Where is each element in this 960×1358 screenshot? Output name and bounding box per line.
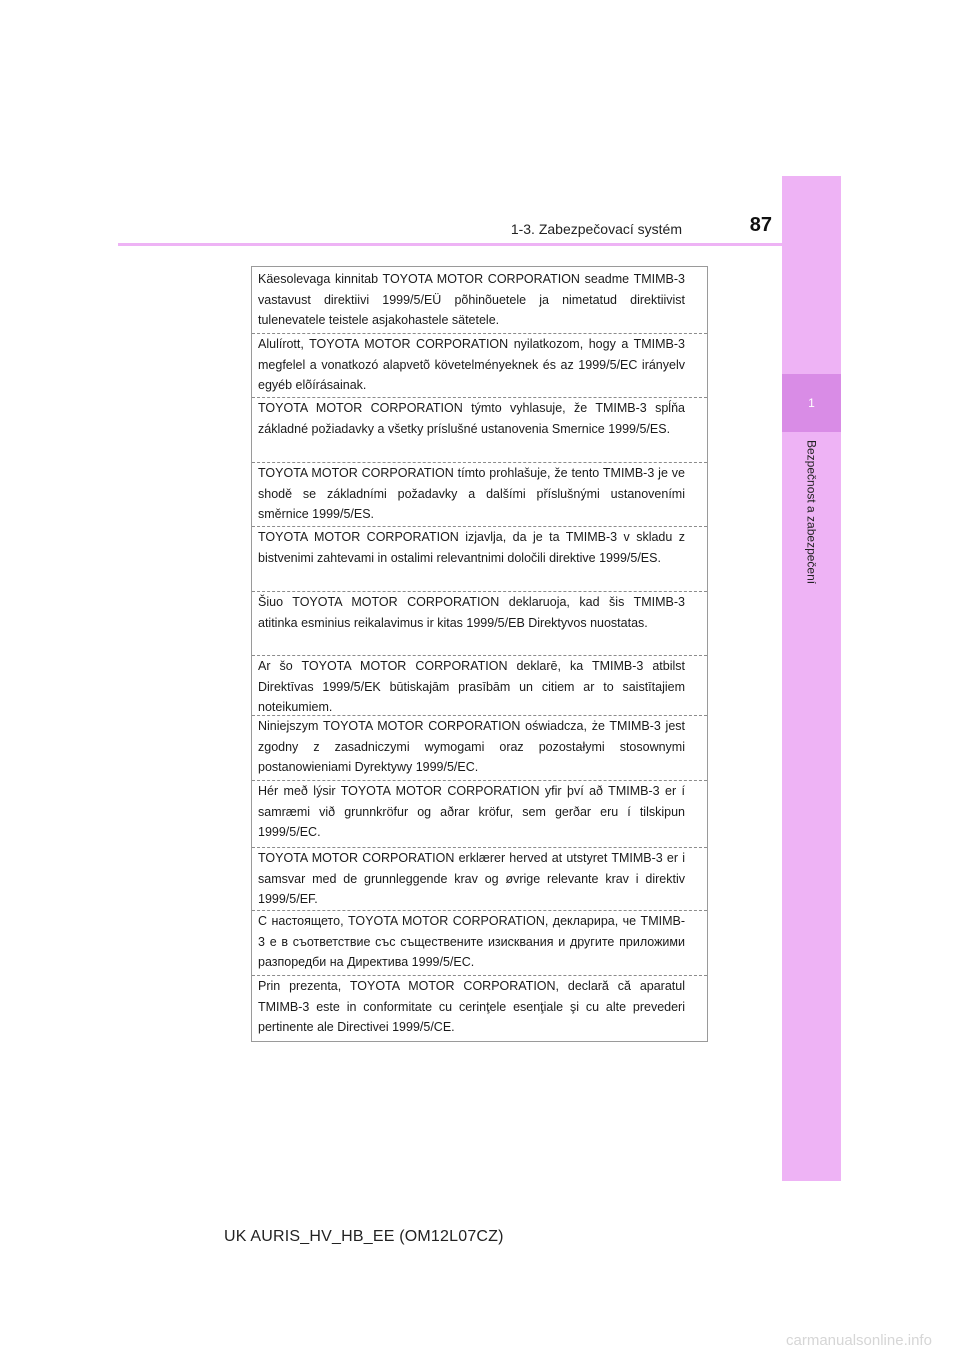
declaration-slovak: TOYOTA MOTOR CORPORATION týmto vyhlasuje, že TMIMB-3 spĺňa základné požiadavky a všetky príslušné ustanovenia Smernice 1999/5/ES. <box>258 401 685 436</box>
declaration-hungarian: Alulírott, TOYOTA MOTOR CORPORATION nyilatkozom, hogy a TMIMB-3 megfelel a vonatkozó alapvetõ követelményeknek és az 1999/5/EC irányelv egyéb elõírásainak. <box>258 337 685 392</box>
chapter-title-tab <box>782 440 841 640</box>
declarations-box <box>251 266 708 1042</box>
page-number: 87 <box>749 214 772 236</box>
declaration-icelandic: Hér með lýsir TOYOTA MOTOR CORPORATION yfir því að TMIMB-3 er í samræmi við grunnkröfur og aðrar kröfur, sem gerðar eru í tilskipun 1999/5/EC. <box>258 784 685 839</box>
manual-code: UK AURIS_HV_HB_EE (OM12L07CZ) <box>224 1228 504 1245</box>
declaration-romanian: Prin prezenta, TOYOTA MOTOR CORPORATION, declară că aparatul TMIMB-3 este in conformitate cu cerinţele esenţiale şi cu alte prevederi pertinente ale Directivei 1999/5/CE. <box>258 979 685 1034</box>
chapter-number-tab[interactable] <box>782 374 841 432</box>
declaration-estonian: Käesolevaga kinnitab TOYOTA MOTOR CORPORATION seadme TMIMB-3 vastavust direktiivi 1999/5/EÜ põhinõuetele ja nimetatud direktiivist tulenevatele teistele asjakohastele sätetele. <box>258 272 685 327</box>
section-title: 1-3. Zabezpečovací systém <box>510 221 682 237</box>
chapter-side-tab <box>782 176 841 1181</box>
declaration-latvian: Ar šo TOYOTA MOTOR CORPORATION deklarē, ka TMIMB-3 atbilst Direktīvas 1999/5/EK būtiskajām prasībām un citiem ar to saistītajiem noteikumiem. <box>258 659 685 714</box>
header-rule <box>118 243 782 246</box>
declaration-polish: Niniejszym TOYOTA MOTOR CORPORATION oświadcza, że TMIMB-3 jest zgodny z zasadniczymi wymogami oraz pozostałymi stosownymi postanowieniami Dyrektywy 1999/5/EC. <box>258 719 685 774</box>
declaration-lithuanian: Šiuo TOYOTA MOTOR CORPORATION deklaruoja, kad šis TMIMB-3 atitinka esminius reikalavimus ir kitas 1999/5/EB Direktyvos nuostatas. <box>258 595 685 630</box>
declaration-slovenian: TOYOTA MOTOR CORPORATION izjavlja, da je ta TMIMB-3 v skladu z bistvenimi zahtevami in ostalimi relevantnimi določili direktive 1999/5/ES. <box>258 530 685 565</box>
watermark: carmanualsonline.info <box>786 1332 932 1349</box>
declaration-czech: TOYOTA MOTOR CORPORATION tímto prohlašuje, že tento TMIMB-3 je ve shodě se základními požadavky a dalšími příslušnými ustanoveními směrnice 1999/5/ES. <box>258 466 685 521</box>
declaration-norwegian: TOYOTA MOTOR CORPORATION erklærer herved at utstyret TMIMB-3 er i samsvar med de grunnleggende krav og øvrige relevante krav i direktiv 1999/5/EF. <box>258 851 685 906</box>
chapter-title: Bezpečnost a zabezpečení <box>804 440 819 585</box>
declaration-bulgarian: С настоящето, TOYOTA MOTOR CORPORATION, декларира, че TMIMB-3 е в съответствие със съществените изисквания и другите приложими разпоредби на Директива 1999/5/ЕС. <box>258 914 685 969</box>
chapter-number: 1 <box>808 396 815 410</box>
